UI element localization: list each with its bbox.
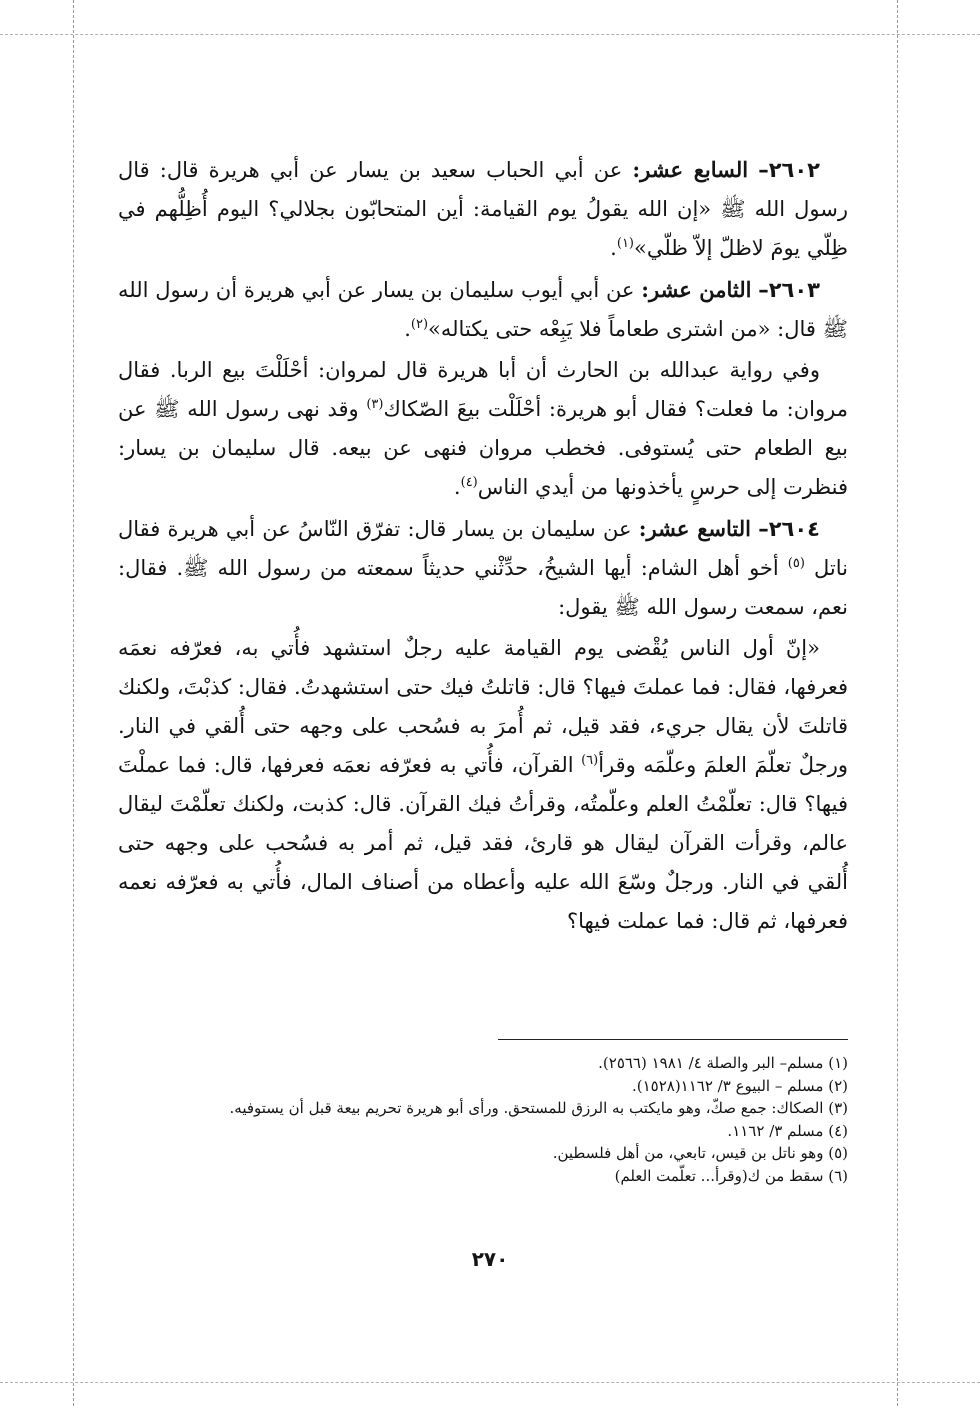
footnote: (١) مسلم– البر والصلة ٤/ ١٩٨١ (٢٥٦٦).	[598, 1054, 848, 1072]
riwaya-paragraph: وفي رواية عبدالله بن الحارث أن أبا هريرة قال لمروان: أحْلَلْتَ بيع الربا. فقال مروان: ما فعلت؟ فقال أبو هريرة: أحْلَلْت بيعَ الصّكاك$^{(٣)}$ وقد نهى رسول الله ﷺ عن بيع الطعام حتى يُستوفى. فخطب مروان فنهى عن بيعه. قال سليمان بن يسار: فنظرت إلى حرسٍ يأخذونها من أيدي الناس$^{(٤)}$.	[118, 358, 848, 499]
quote-text: «إنّ أول الناس يُقْضى يوم القيامة عليه رجلٌ استشهد فأُتي به، فعرّفه نعمَه فعرفها، فقال: فما عملتَ فيها؟ قال: قاتلتُ فيك حتى استشهدتُ. فقال: كذبْتَ، ولكنك قاتلتَ لأن يقال جريء، فقد قيل، ثم أُمرَ به فسُحب على وجهه حتى أُلقي في النار. ورجلٌ تعلّمَ العلمَ وعلّمَه وقرأ	[118, 636, 848, 777]
hadith-text: عن أبي الحباب سعيد بن يسار عن أبي هريرة قال: قال رسول الله ﷺ «إن الله يقولُ يوم القيامة: أين المتحابّون بجلالي؟ اليوم أُظِلُّهم في ظِلّي يومَ لاظلّ إلاّ ظلّي»	[118, 158, 848, 260]
crop-guide-bottom	[0, 1382, 980, 1383]
footnote: (٣) الصكاك: جمع صكّ، وهو مايكتب به الرزق للمستحق. ورأى أبو هريرة تحريم بيعة قبل أن يستوفيه.	[229, 1099, 848, 1117]
crop-guide-top	[0, 34, 980, 35]
footnote: (٥) وهو ناتل بن قيس، تابعي، من أهل فلسطين.	[552, 1144, 848, 1162]
hadith-text: عن سليمان بن يسار قال: تفرّق النّاسُ عن أبي هريرة فقال ناتل	[118, 517, 848, 580]
footnote-ref: (٥)	[787, 556, 805, 571]
hadith-2602: ٢٦٠٢– السابع عشر: عن أبي الحباب سعيد بن يسار عن أبي هريرة قال: قال رسول الله ﷺ «إن الله يقولُ يوم القيامة: أين المتحابّون بجلالي؟ اليوم أُظِلُّهم في ظِلّي يومَ لاظلّ إلاّ ظلّي»$^{(١)}$.	[118, 157, 848, 260]
hadith-heading: الثامن عشر:	[641, 277, 752, 302]
quote-text: القرآن، فأُتي به فعرّفه نعمَه فعرفها، قال: فما عملْتَ فيها؟ قال: تعلّمْتُ العلم وعلّمتُه، وقرأتُ فيك القرآن. قال: كذبت، ولكنك تعلّمْتَ ليقال عالم، وقرأت القرآن ليقال هو قارئ، فقد قيل، ثم أمر به فسُحب على وجهه حتى أُلقي في النار. ورجلٌ وسّعَ الله عليه وأعطاه من أصناف المال، فأُتي به فعرّفه نعمه فعرفها، ثم قال: فما عملت فيها؟	[118, 753, 848, 933]
footnote-ref: (٣)	[366, 397, 384, 412]
footnote-ref: (٦)	[581, 753, 599, 768]
footnote: (٢) مسلم – البيوع ٣/ ١١٦٢(١٥٢٨).	[631, 1076, 848, 1095]
footnote-separator	[498, 1039, 848, 1040]
hadith-text: أخو أهل الشام: أيها الشيخُ، حدِّثْني حديثاً سمعته من رسول الله ﷺ. فقال: نعم، سمعت رسول الله ﷺ يقول:	[118, 556, 848, 619]
footnote: (٦) سقط من ك(وقرأ... تعلّمت العلم)	[614, 1166, 848, 1185]
footnote: (٤) مسلم ٣/ ١١٦٢.	[727, 1121, 848, 1140]
hadith-number: ٢٦٠٢–	[758, 158, 820, 182]
crop-guide-right	[897, 0, 898, 1406]
footnote-ref: (١)	[616, 236, 634, 251]
hadith-2603: ٢٦٠٣– الثامن عشر: عن أبي أيوب سليمان بن يسار عن أبي هريرة أن رسول الله ﷺ قال: «من اشترى طعاماً فلا يَبِعْه حتى يكتاله»$^{(٢)}$.	[118, 277, 848, 341]
page-body	[118, 150, 848, 943]
crop-guide-left	[73, 0, 74, 1406]
hadith-quote	[118, 629, 848, 941]
hadith-number: ٢٦٠٤–	[758, 517, 820, 541]
riwaya-text: وقد نهى رسول الله ﷺ عن بيع الطعام حتى يُستوفى. فخطب مروان فنهى عن بيعه. قال سليمان بن يسار: فنظرت إلى حرسٍ يأخذونها من أيدي الناس	[118, 397, 848, 499]
footnote-ref: (٢)	[410, 317, 429, 332]
riwaya-text: وفي رواية عبدالله بن الحارث أن أبا هريرة قال لمروان: أحْلَلْتَ بيع الربا. فقال مروان: ما فعلت؟ فقال أبو هريرة: أحْلَلْت بيعَ الصّكاك	[118, 358, 848, 421]
footnotes	[118, 1052, 848, 1187]
hadith-2604	[118, 509, 848, 627]
page-number: ٢٧٠	[471, 1247, 509, 1271]
hadith-heading: السابع عشر:	[632, 157, 749, 182]
hadith-heading: التاسع عشر:	[638, 516, 751, 541]
footnote-ref: (٤)	[460, 475, 478, 490]
hadith-text: عن أبي أيوب سليمان بن يسار عن أبي هريرة أن رسول الله ﷺ قال: «من اشترى طعاماً فلا يَبِعْه حتى يكتاله»	[118, 278, 848, 341]
hadith-number: ٢٦٠٣–	[758, 278, 820, 302]
